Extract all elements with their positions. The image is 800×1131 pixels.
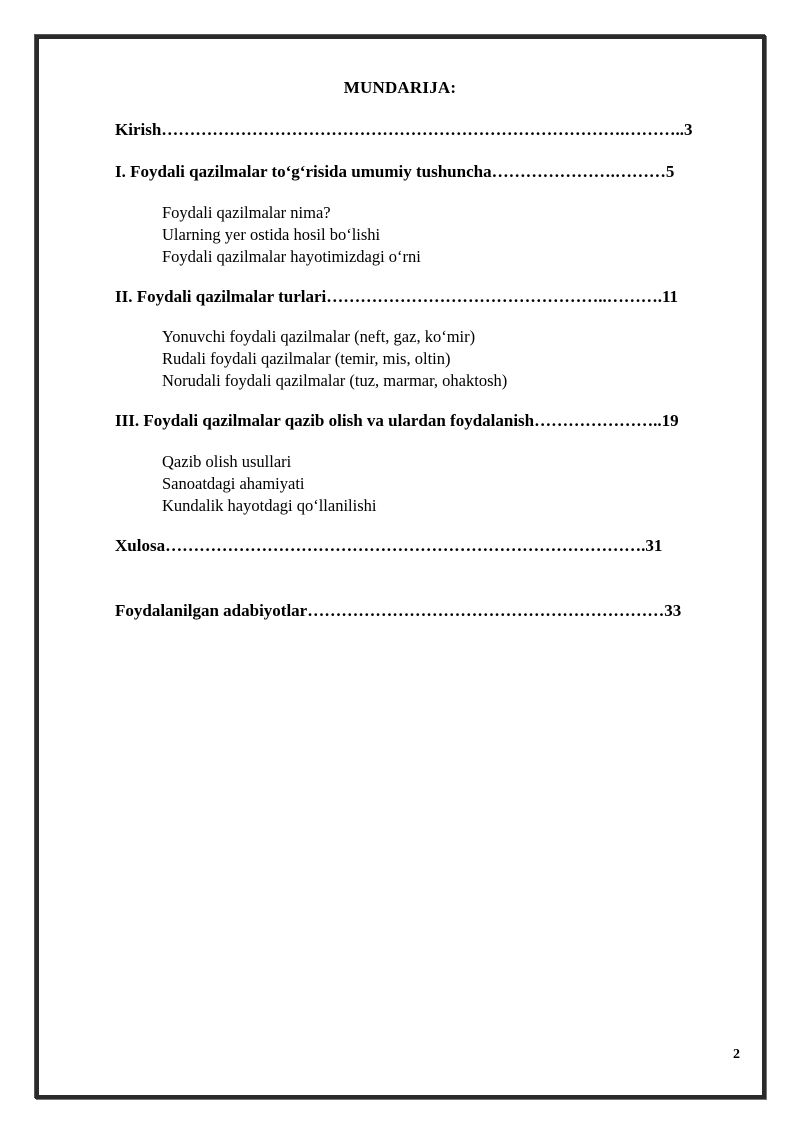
toc-entry-chapter-3[interactable]: III. Foydali qazilmalar qazib olish va ulardan foydalanish…………………..19 [115,411,679,430]
list-item: Rudali foydali qazilmalar (temir, mis, oltin) [162,349,451,368]
list-item: Qazib olish usullari [162,452,292,471]
page-number: 2 [733,1047,740,1062]
page-border [35,35,766,1099]
list-item: Ularning yer ostida hosil bo‘lishi [162,225,381,244]
list-item: Foydali qazilmalar nima? [162,203,331,222]
toc-entry-references[interactable]: Foydalanilgan adabiyotlar………………………………………………………33 [115,601,682,620]
list-item: Kundalik hayotdagi qo‘llanilishi [162,496,377,515]
list-item: Norudali foydali qazilmalar (tuz, marmar, ohaktosh) [162,371,508,390]
chapter-1-subitems [162,202,421,268]
chapter-2-subitems [162,326,507,392]
toc-entry-kirish[interactable]: Kirish……………………………………………………………………….………..3 [115,120,693,139]
toc-entry-chapter-1[interactable]: I. Foydali qazilmalar to‘g‘risida umumiy tushuncha………………….………5 [115,162,675,181]
list-item: Yonuvchi foydali qazilmalar (neft, gaz, ko‘mir) [162,327,476,346]
list-item: Sanoatdagi ahamiyati [162,474,305,493]
list-item: Foydali qazilmalar hayotimizdagi o‘rni [162,247,421,266]
toc-entry-chapter-2[interactable]: II. Foydali qazilmalar turlari…………………………………………..……….11 [115,287,679,306]
page-title: MUNDARIJA: [343,78,457,97]
toc-entry-xulosa[interactable]: Xulosa………………………………………………………………………….31 [115,536,663,555]
chapter-3-subitems [162,451,376,517]
